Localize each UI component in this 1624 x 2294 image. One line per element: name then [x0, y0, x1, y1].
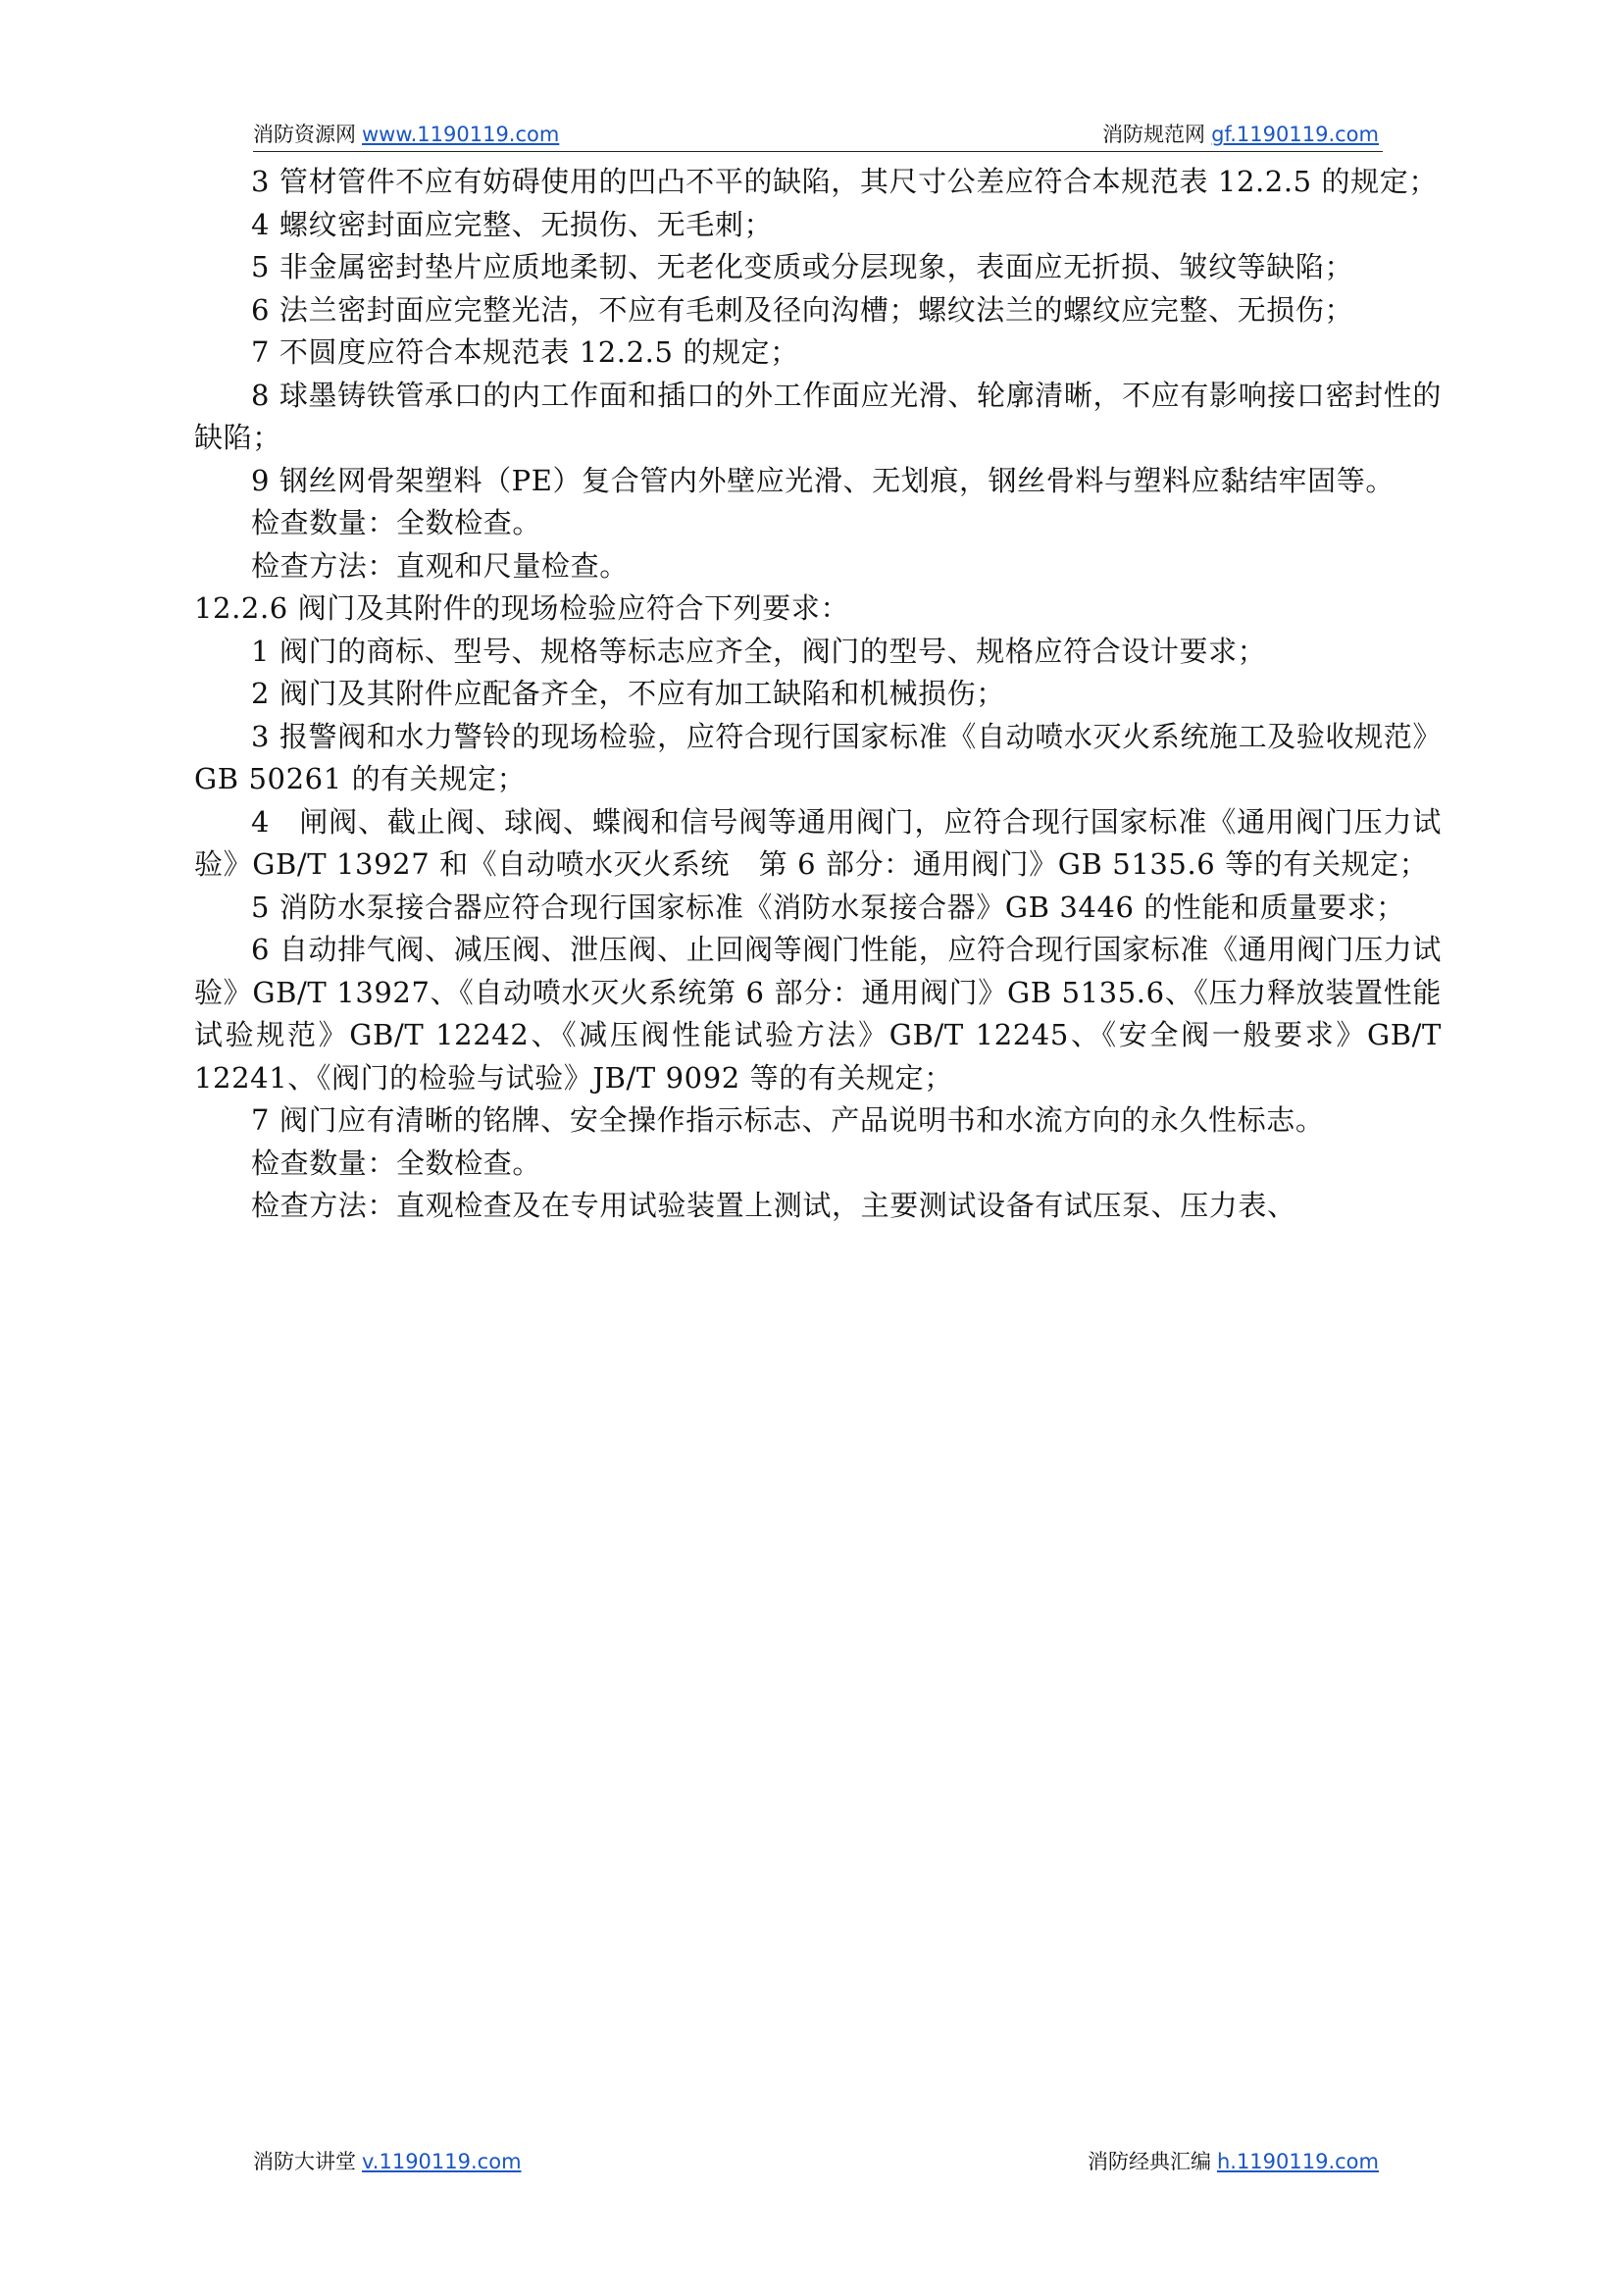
- inspection-method: 检查方法：直观和尺量检查。: [251, 548, 629, 583]
- header-right: [1102, 118, 1379, 151]
- clause-item-6: 6 法兰密封面应完整光洁，不应有毛刺及径向沟槽；螺纹法兰的螺纹应完整、无损伤；: [251, 292, 1354, 327]
- footer-right: [1088, 2145, 1379, 2178]
- page-footer: [253, 2145, 1383, 2178]
- clause-item-3: 3 管材管件不应有妨碍使用的凹凸不平的缺陷，其尺寸公差应符合本规范表 12.2.5 的规定；: [251, 165, 1438, 198]
- footer-left-label: 消防大讲堂: [253, 2150, 356, 2173]
- valve-inspection-method: 检查方法：直观检查及在专用试验装置上测试，主要测试设备有试压泵、压力表、: [251, 1189, 1296, 1222]
- header-left: [253, 118, 559, 151]
- header-right-label: 消防规范网: [1102, 123, 1206, 146]
- header-right-link[interactable]: gf.1190119.com: [1211, 123, 1379, 146]
- valve-item-6: 6 自动排气阀、减压阀、泄压阀、止回阀等阀门性能，应符合现行国家标准《通用阀门压力试验》GB/T 13927、《自动喷水灭火系统第 6 部分：通用阀门》GB 5135.6、《压力释放装置性能试验规范》GB/T 12242、《减压阀性能试验方法》GB/T 12245、《安全阀一般要求》GB/T 12241、《阀门的检验与试验》JB/T 9092 等的有关规定；: [194, 933, 1442, 1095]
- clause-item-8: 8 球墨铸铁管承口的内工作面和插口的外工作面应光滑、轮廓清晰，不应有影响接口密封性的缺陷；: [194, 378, 1442, 454]
- footer-right-label: 消防经典汇编: [1087, 2150, 1211, 2173]
- inspection-quantity: 检查数量：全数检查。: [251, 506, 542, 539]
- valve-item-1: 1 阀门的商标、型号、规格等标志应齐全，阀门的型号、规格应符合设计要求；: [251, 634, 1267, 668]
- clause-item-4: 4 螺纹密封面应完整、无损伤、无毛刺；: [251, 207, 774, 241]
- section-heading-12-2-6: 12.2.6 阀门及其附件的现场检验应符合下列要求：: [194, 591, 850, 625]
- document-body: [194, 161, 1442, 1228]
- valve-inspection-quantity: 检查数量：全数检查。: [251, 1146, 542, 1180]
- header-left-link[interactable]: www.1190119.com: [362, 123, 560, 146]
- valve-item-7: 7 阀门应有清晰的铭牌、安全操作指示标志、产品说明书和水流方向的永久性标志。: [251, 1103, 1325, 1137]
- valve-item-2: 2 阀门及其附件应配备齐全，不应有加工缺陷和机械损伤；: [251, 677, 1005, 710]
- clause-item-7: 7 不圆度应符合本规范表 12.2.5 的规定；: [251, 335, 799, 369]
- valve-item-5: 5 消防水泵接合器应符合现行国家标准《消防水泵接合器》GB 3446 的性能和质量要求；: [251, 890, 1405, 924]
- clause-item-5: 5 非金属密封垫片应质地柔韧、无老化变质或分层现象，表面应无折损、皱纹等缺陷；: [251, 250, 1354, 283]
- footer-left-link[interactable]: v.1190119.com: [362, 2150, 522, 2173]
- header-left-label: 消防资源网: [253, 123, 356, 146]
- clause-item-9: 9 钢丝网骨架塑料（PE）复合管内外壁应光滑、无划痕，钢丝骨料与塑料应黏结牢固等。: [251, 463, 1395, 497]
- valve-item-3: 3 报警阀和水力警铃的现场检验，应符合现行国家标准《自动喷水灭火系统施工及验收规范》GB 50261 的有关规定；: [194, 719, 1442, 795]
- footer-right-link[interactable]: h.1190119.com: [1216, 2150, 1379, 2173]
- valve-item-4: 4 闸阀、截止阀、球阀、蝶阀和信号阀等通用阀门，应符合现行国家标准《通用阀门压力试验》GB/T 13927 和《自动喷水灭火系统 第 6 部分：通用阀门》GB 5135.6 等的有关规定；: [194, 804, 1442, 881]
- page-header: [253, 118, 1383, 152]
- footer-left: [253, 2145, 522, 2178]
